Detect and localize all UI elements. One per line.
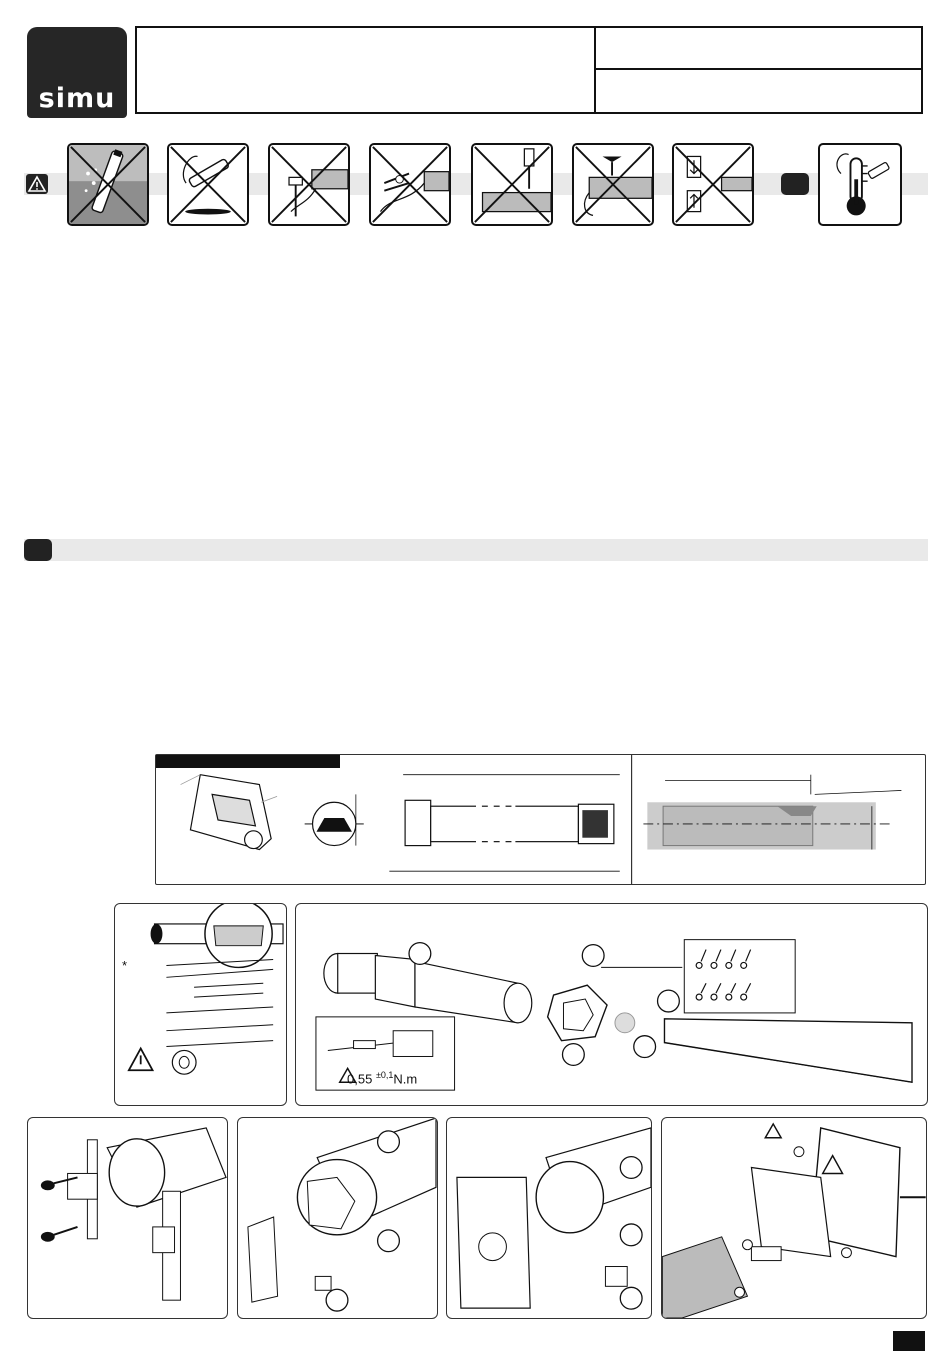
section-badge [24,539,52,561]
dimension-panel [155,754,926,885]
page-number-box [893,1331,925,1351]
bracket-panel-2 [237,1117,438,1319]
no-hammer-icon [268,143,350,226]
torque-spec [347,1070,417,1086]
installation-panel [661,1117,927,1319]
tube-groove-panel [114,903,287,1106]
bracket-panel-1 [27,1117,228,1319]
title-divider-horizontal [594,68,921,70]
info-badge [781,173,809,195]
warning-icon [26,174,48,194]
title-box [135,26,923,114]
no-crushing-icon [672,143,754,226]
dimension-header-bar [156,755,340,768]
no-screw-in-tube-icon [572,143,654,226]
warning-badge [26,174,48,194]
no-drop-icon [167,143,249,226]
no-water-immersion-icon [67,143,149,226]
section-band [24,539,928,561]
no-drilling-icon [471,143,553,226]
torque-unit: N.m [393,1071,418,1087]
bracket-panel-3 [446,1117,652,1319]
torque-tolerance: ±0,1 [375,1070,394,1080]
simu-logo [27,27,127,118]
torque-value: 0,55 [347,1071,373,1087]
title-divider-vertical [594,28,596,112]
temperature-icon [818,143,902,226]
asterisk-note: * [122,958,128,973]
logo-text: simu [38,83,116,114]
no-cutting-cable-icon [369,143,451,226]
